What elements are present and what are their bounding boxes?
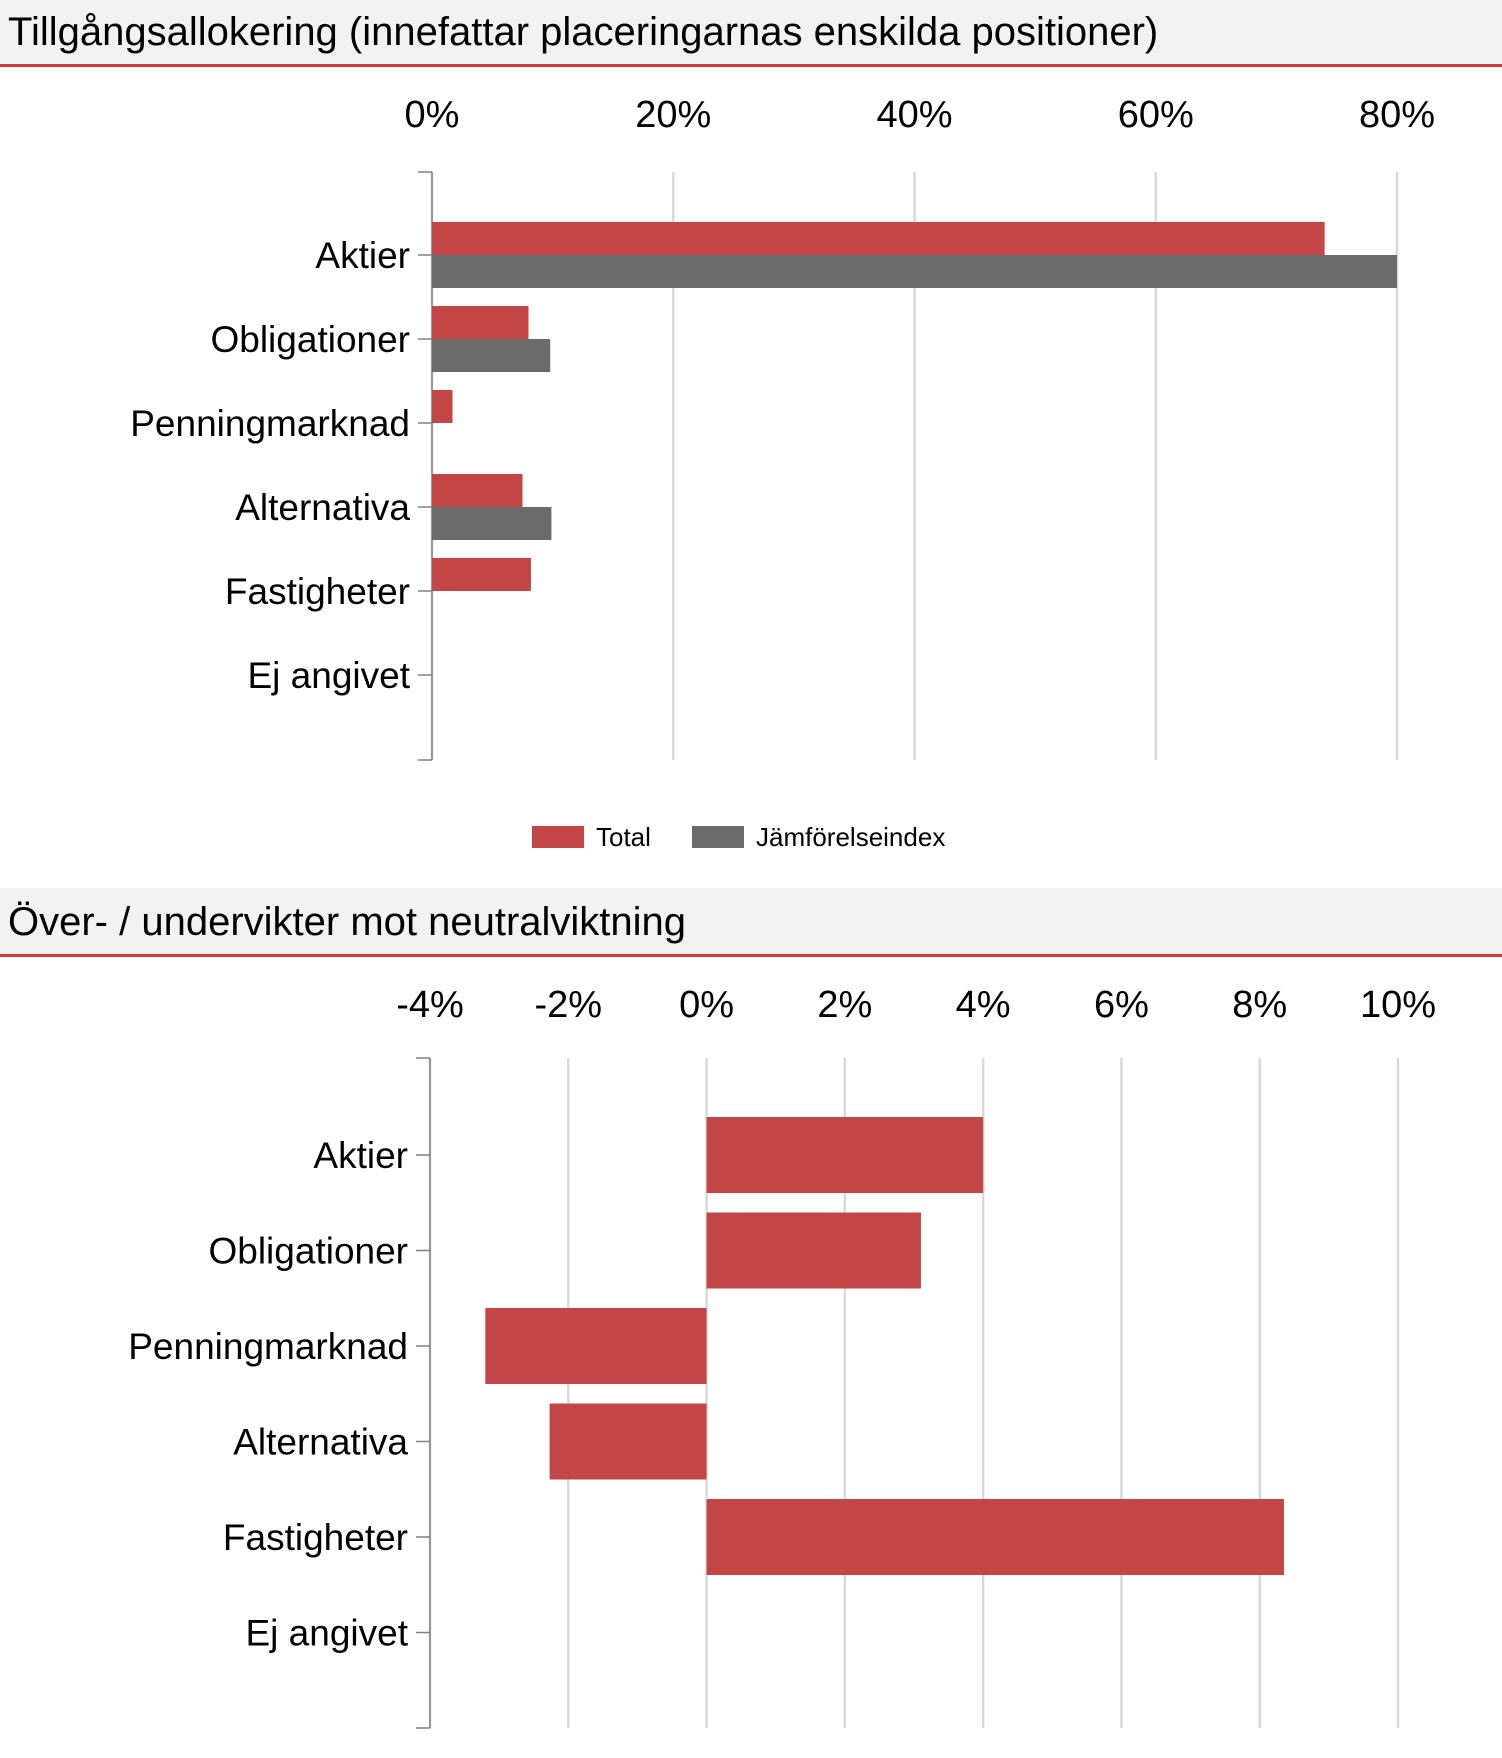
x-tick-label: 2% — [817, 984, 873, 1026]
x-tick-label: 10% — [1359, 984, 1437, 1026]
bar-aktier-series — [707, 1117, 984, 1193]
category-label-penningmarknad: Penningmarknad — [130, 403, 410, 444]
category-label-obligationer: Obligationer — [208, 1230, 408, 1272]
over-underweight-chart — [0, 960, 1502, 1758]
x-tick-label: -2% — [534, 984, 603, 1026]
category-label-obligationer: Obligationer — [210, 319, 410, 360]
x-tick-label: 80% — [1358, 94, 1436, 136]
legend-label-total: Total — [596, 822, 651, 852]
x-tick-label: -4% — [396, 984, 464, 1026]
bar-obligationer-jamforelseindex — [432, 339, 550, 372]
legend-label-jamforelseindex: Jämförelseindex — [756, 822, 946, 852]
bar-fastigheter-total — [432, 558, 531, 591]
category-label-penningmarknad: Penningmarknad — [128, 1326, 408, 1367]
bar-fastigheter-series — [707, 1499, 1284, 1575]
x-tick-label: 20% — [635, 94, 712, 136]
bar-obligationer-series — [707, 1213, 921, 1289]
category-label-fastigheter: Fastigheter — [222, 1517, 408, 1558]
bar-obligationer-total — [432, 306, 529, 339]
x-tick-label: 4% — [955, 984, 1011, 1026]
chart2-header — [0, 888, 1502, 954]
bar-alternativa-series — [550, 1404, 707, 1480]
allocation-chart — [0, 70, 1502, 870]
bar-penningmarknad-total — [432, 390, 453, 423]
chart2-title-rule — [0, 954, 1502, 957]
bar-aktier-total — [432, 222, 1325, 255]
category-label-ej-angivet: Ej angivet — [247, 655, 410, 696]
chart1-title: Tillgångsallokering (innefattar placeringarnas enskilda positioner) — [8, 10, 1159, 54]
x-tick-label: 8% — [1232, 984, 1288, 1026]
category-label-alternativa: Alternativa — [233, 1421, 408, 1463]
x-tick-label: 0% — [404, 94, 460, 136]
category-label-aktier: Aktier — [315, 235, 410, 276]
chart2-title: Över- / undervikter mot neutralviktning — [8, 900, 687, 944]
category-label-ej-angivet: Ej angivet — [245, 1612, 408, 1654]
x-tick-label: 60% — [1117, 94, 1194, 136]
bar-aktier-jamforelseindex — [432, 255, 1397, 288]
category-label-fastigheter: Fastigheter — [224, 571, 410, 612]
legend-swatch-total — [532, 826, 584, 848]
bar-alternativa-total — [432, 474, 522, 507]
category-label-alternativa: Alternativa — [235, 487, 410, 528]
legend-swatch-jamforelseindex — [692, 826, 744, 848]
x-tick-label: 6% — [1093, 984, 1149, 1026]
x-tick-label: 40% — [876, 94, 953, 136]
bar-alternativa-jamforelseindex — [432, 507, 551, 540]
x-tick-label: 0% — [679, 984, 735, 1026]
bar-penningmarknad-series — [485, 1308, 706, 1384]
chart1-header — [0, 0, 1502, 64]
category-label-aktier: Aktier — [313, 1135, 408, 1176]
chart1-title-rule — [0, 64, 1502, 67]
